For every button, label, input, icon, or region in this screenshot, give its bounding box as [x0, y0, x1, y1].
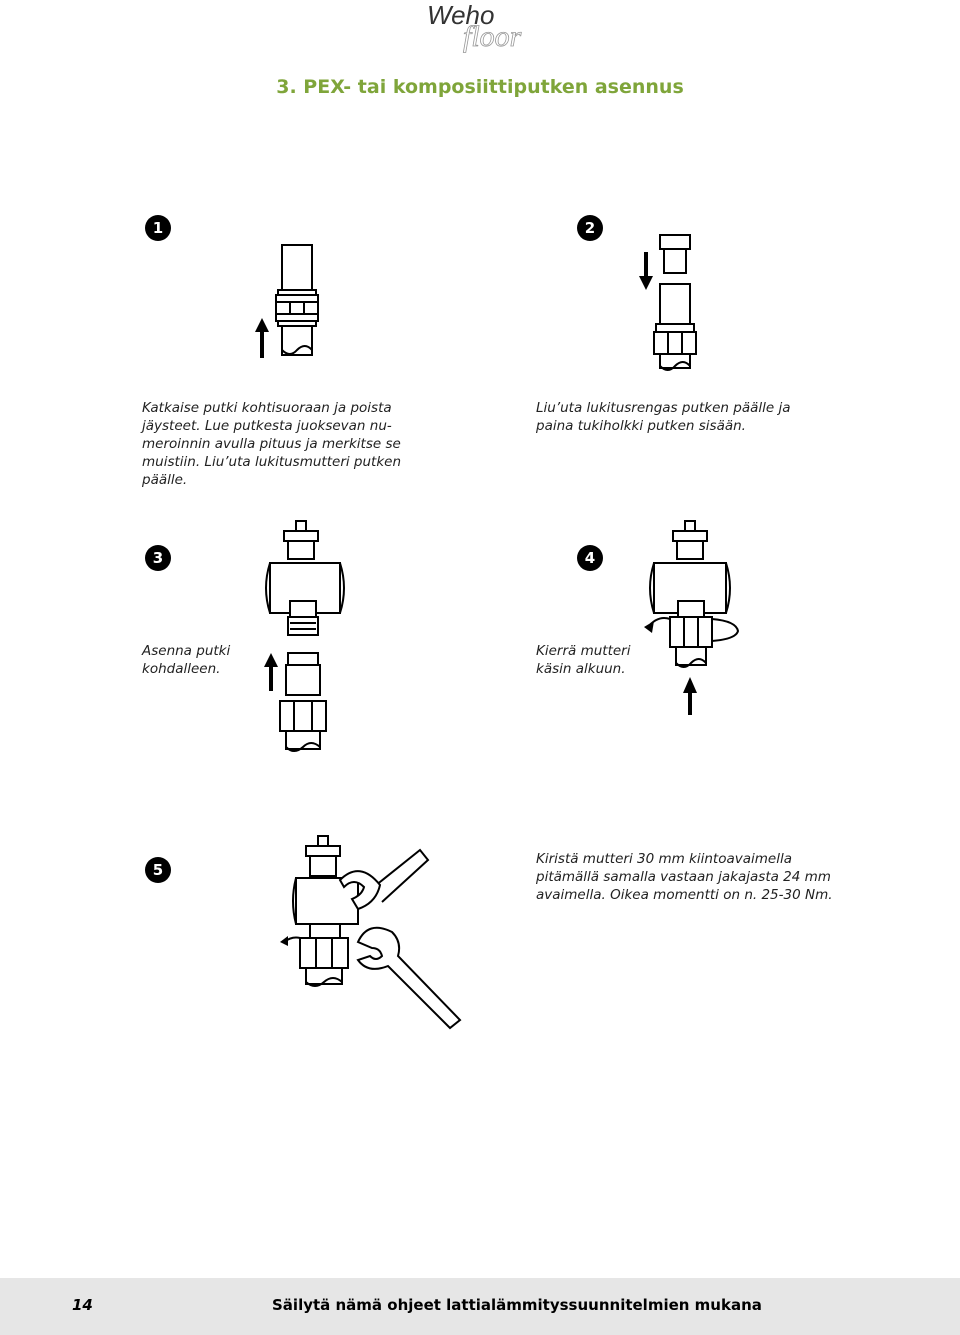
- step-badge-5: 5: [145, 857, 171, 883]
- step-4-text: [536, 642, 656, 678]
- step-1-line: meroinnin avulla pituus ja merkitse se: [142, 436, 401, 452]
- step-4-line: Kierrä mutteri: [536, 643, 631, 659]
- step-2-text: [536, 399, 856, 435]
- step-1-line: päälle.: [142, 472, 188, 488]
- step-3-illustration: [260, 515, 360, 765]
- page-title: 3. PEX- tai komposiittiputken asennus: [276, 76, 684, 98]
- step-2-illustration: [630, 230, 710, 380]
- step-badge-4: 4: [577, 545, 603, 571]
- step-1-line: jäysteet. Lue putkesta juoksevan nu-: [142, 418, 392, 434]
- logo-word-weho: Weho: [427, 0, 495, 30]
- step-2-line: paina tukiholkki putken sisään.: [536, 418, 746, 434]
- step-5-text: [536, 850, 896, 904]
- weho-floor-logo: [425, 0, 575, 60]
- step-3-text: [142, 642, 262, 678]
- step-3-line: Asenna putki: [142, 643, 231, 659]
- logo-word-floor: floor: [463, 20, 522, 53]
- step-1-line: Katkaise putki kohtisuoraan ja poista: [142, 400, 392, 416]
- page-number: 14: [72, 1296, 93, 1314]
- step-badge-1: 1: [145, 215, 171, 241]
- step-5-line: avaimella. Oikea momentti on n. 25-30 Nm.: [536, 887, 833, 903]
- footer-text: Säilytä nämä ohjeet lattialämmityssuunnitelmien mukana: [272, 1296, 762, 1314]
- step-1-line: muistiin. Liu’uta lukitusmutteri putken: [142, 454, 402, 470]
- step-4-illustration: [640, 515, 750, 720]
- step-5-line: pitämällä samalla vastaan jakajasta 24 mm: [536, 869, 831, 885]
- step-badge-3: 3: [145, 545, 171, 571]
- step-1-illustration: [250, 240, 340, 370]
- step-badge-2: 2: [577, 215, 603, 241]
- step-3-line: kohdalleen.: [142, 661, 221, 677]
- step-5-illustration: [270, 830, 480, 1040]
- step-5-line: Kiristä mutteri 30 mm kiintoavaimella: [536, 851, 792, 867]
- step-1-text: [142, 399, 432, 489]
- step-4-line: käsin alkuun.: [536, 661, 626, 677]
- step-2-line: Liu’uta lukitusrengas putken päälle ja: [536, 400, 791, 416]
